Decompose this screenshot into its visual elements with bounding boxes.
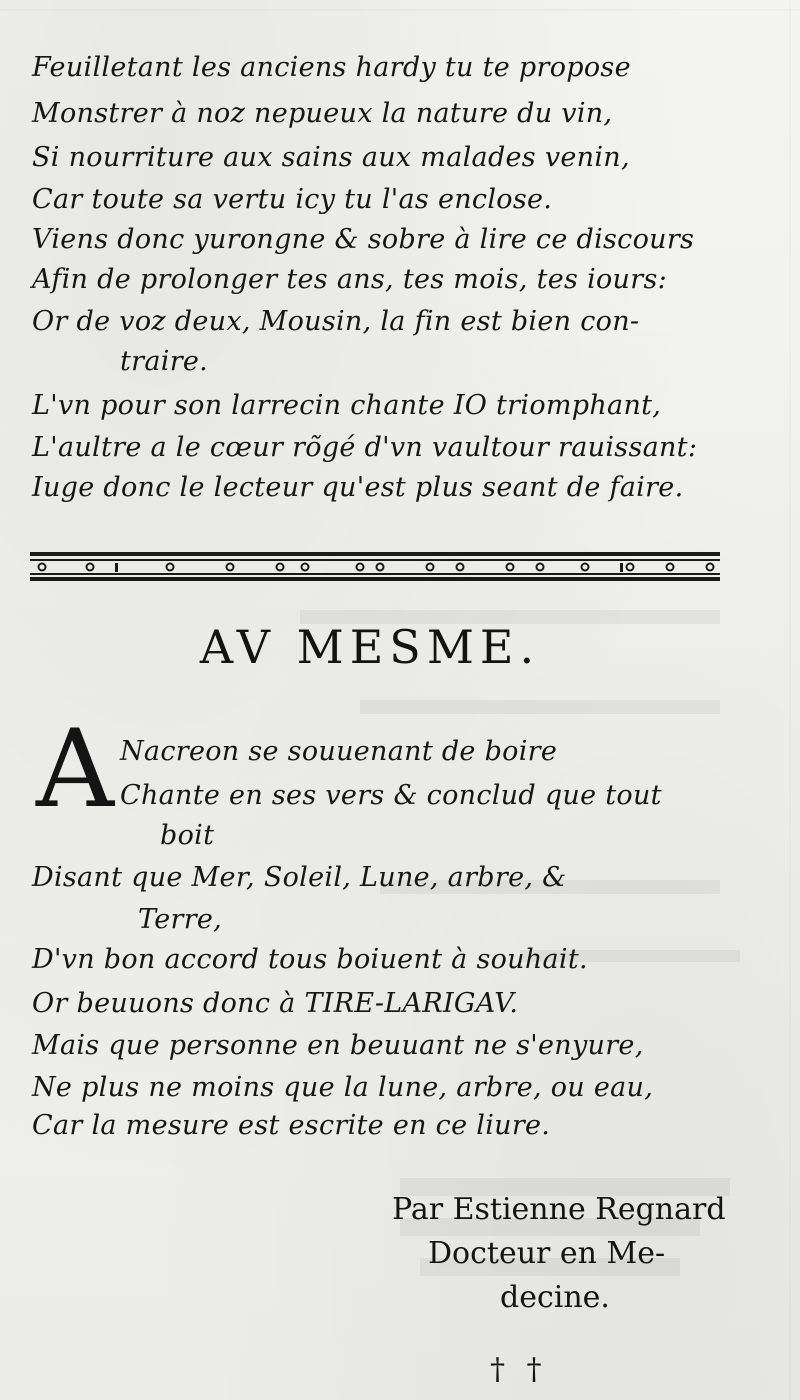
poem2-line-6: D'vn bon accord tous boiuent à souhait.	[32, 944, 588, 975]
poem1-line-9: L'vn pour son larrecin chante IO triomphant,	[32, 390, 662, 421]
poem1-line-11: Iuge donc le lecteur qu'est plus seant de faire.	[32, 472, 684, 503]
poem2-line-2: Chante en ses vers & conclud que tout	[120, 780, 662, 811]
poem1-line-8: traire.	[120, 346, 209, 377]
poem1-line-5: Viens donc yurongne & sobre à lire ce discours	[32, 224, 695, 255]
poem1-line-1: Feuilletant les anciens hardy tu te propose	[32, 52, 631, 83]
poem1-line-6: Afin de prolonger tes ans, tes mois, tes iours:	[32, 264, 668, 295]
poem2-line-5: Terre,	[138, 904, 223, 935]
signature-author: Par Estienne Regnard	[392, 1192, 726, 1227]
signature-title: Docteur en Me-	[428, 1236, 666, 1271]
poem1-line-4: Car toute sa vertu icy tu l'as enclose.	[32, 184, 553, 215]
poem2-line-3: boit	[160, 820, 215, 851]
ornamental-divider	[30, 550, 720, 584]
poem1-line-3: Si nourriture aux sains aux malades venin,	[32, 142, 630, 173]
poem2-line-4: Disant que Mer, Soleil, Lune, arbre, &	[32, 862, 567, 893]
poem2-line-10: Car la mesure est escrite en ce liure.	[32, 1110, 551, 1141]
section-heading: AV MESME.	[199, 620, 541, 674]
poem2-line-1: Nacreon se souuenant de boire	[120, 736, 558, 767]
signature-mark: † †	[490, 1352, 548, 1387]
poem2-line-9: Ne plus ne moins que la lune, arbre, ou eau,	[32, 1072, 654, 1103]
poem2-line-7: Or beuuons donc à TIRE-LARIGAV.	[32, 988, 519, 1019]
drop-cap: A	[36, 707, 114, 832]
poem2-line-8: Mais que personne en beuuant ne s'enyure,	[32, 1030, 644, 1061]
poem1-line-7: Or de voz deux, Mousin, la fin est bien con-	[32, 306, 640, 337]
signature-title-cont: decine.	[500, 1280, 610, 1315]
poem1-line-2: Monstrer à noz nepueux la nature du vin,	[32, 98, 613, 129]
poem1-line-10: L'aultre a le cœur rõgé d'vn vaultour rauissant:	[32, 432, 698, 463]
